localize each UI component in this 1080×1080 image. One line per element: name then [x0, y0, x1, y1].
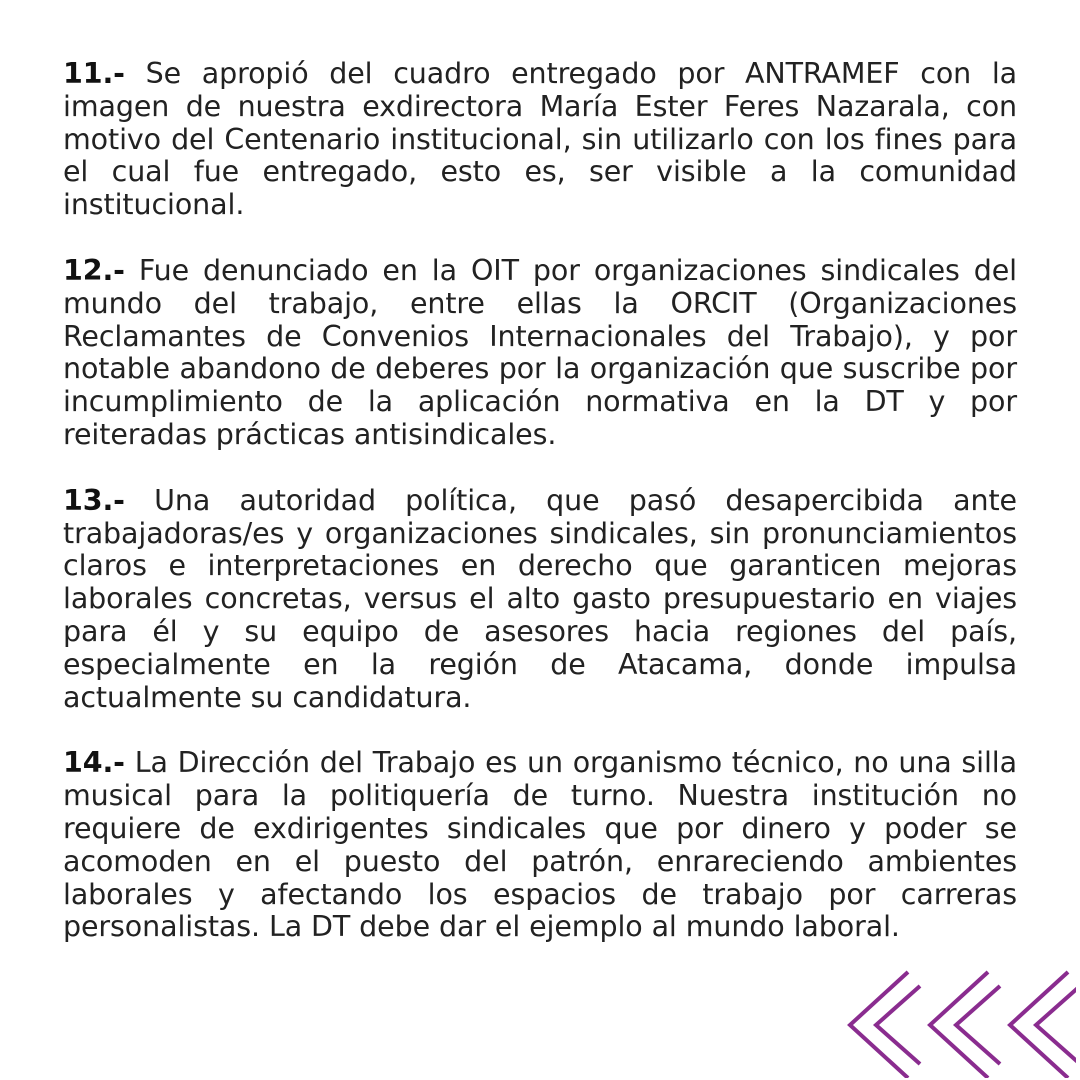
paragraph-text: La Dirección del Trabajo es un organismo técnico, no una silla musical para la politiquería de turno. Nuestra institución no requiere de exdirigentes sindicales que por dinero y poder se acomoden en el puesto del patrón, enrareciendo ambientes laborales y afectando los espacios de trabajo por carreras personalistas. La DT debe dar el ejemplo al mundo laboral. [63, 746, 1017, 944]
paragraph-11 [63, 58, 1017, 222]
paragraph-14 [63, 747, 1017, 944]
paragraph-text: Una autoridad política, que pasó desapercibida ante trabajadoras/es y organizaciones sindicales, sin pronunciamientos claros e interpretaciones en derecho que garanticen mejoras laborales concretas, versus el alto gasto presupuestario en viajes para él y su equipo de asesores hacia regiones del país, especialmente en la región de Atacama, donde impulsa actualmente su candidatura. [63, 483, 1017, 714]
document-body [63, 58, 1017, 977]
paragraph-number: 11.- [63, 57, 125, 90]
paragraph-13 [63, 485, 1017, 715]
paragraph-text: Se apropió del cuadro entregado por ANTRAMEF con la imagen de nuestra exdirectora María Ester Feres Nazarala, con motivo del Centenario institucional, sin utilizarlo con los fines para el cual fue entregado, esto es, ser visible a la comunidad institucional. [63, 57, 1017, 222]
paragraph-text: Fue denunciado en la OIT por organizaciones sindicales del mundo del trabajo, entre ellas la ORCIT (Organizaciones Reclamantes de Convenios Internacionales del Trabajo), y por notable abandono de deberes por la organización que suscribe por incumplimiento de la aplicación normativa en la DT y por reiteradas prácticas antisindicales. [63, 253, 1018, 451]
triple-chevron-left-icon [840, 968, 1076, 1078]
paragraph-12 [63, 255, 1017, 452]
paragraph-number: 14.- [63, 746, 125, 780]
paragraph-number: 12.- [63, 253, 125, 287]
paragraph-number: 13.- [63, 483, 125, 517]
